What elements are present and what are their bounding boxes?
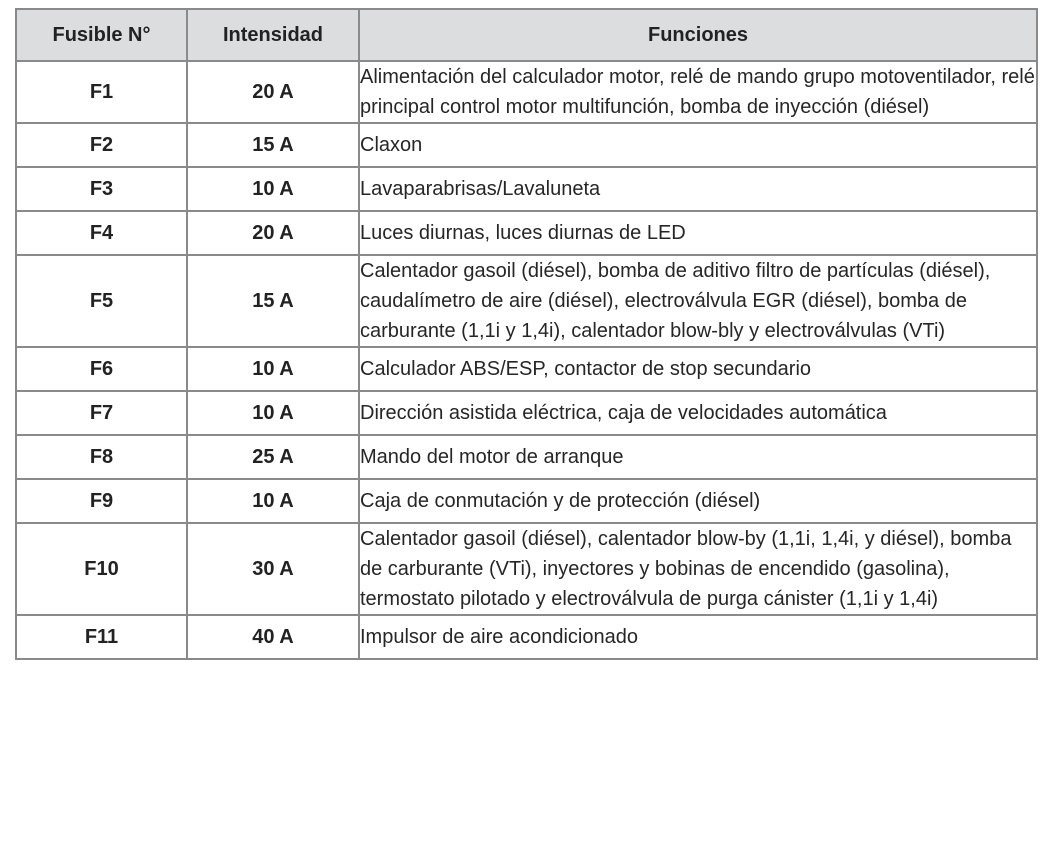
fuse-amps: 15 A (187, 123, 359, 167)
table-row (16, 255, 1037, 347)
fuse-amps: 10 A (187, 391, 359, 435)
fuse-functions: Claxon (359, 123, 1037, 167)
table-row (16, 347, 1037, 391)
fuse-functions: Impulsor de aire acondicionado (359, 615, 1037, 659)
table-row (16, 523, 1037, 615)
fuse-amps: 25 A (187, 435, 359, 479)
table-row (16, 211, 1037, 255)
fuse-amps: 10 A (187, 347, 359, 391)
fuse-functions: Calentador gasoil (diésel), calentador blow-by (1,1i, 1,4i, y diésel), bomba de carburante (VTi), inyectores y bobinas de encendido (gasolina), termostato pilotado y electroválvula de purga cánister (1,1i y 1,4i) (359, 523, 1037, 615)
table-row (16, 391, 1037, 435)
fuse-number: F8 (16, 435, 187, 479)
header-functions: Funciones (359, 9, 1037, 61)
fuse-number: F10 (16, 523, 187, 615)
table-row (16, 123, 1037, 167)
fuse-amps: 20 A (187, 61, 359, 123)
fuse-number: F6 (16, 347, 187, 391)
fuse-functions: Calentador gasoil (diésel), bomba de aditivo filtro de partículas (diésel), caudalímetro de aire (diésel), electroválvula EGR (diésel), bomba de carburante (1,1i y 1,4i), calentador blow-bly y electroválvulas (VTi) (359, 255, 1037, 347)
fuse-number: F1 (16, 61, 187, 123)
fuse-functions: Luces diurnas, luces diurnas de LED (359, 211, 1037, 255)
table-row (16, 435, 1037, 479)
fuse-functions: Calculador ABS/ESP, contactor de stop secundario (359, 347, 1037, 391)
fuse-number: F5 (16, 255, 187, 347)
table-row (16, 61, 1037, 123)
fuse-number: F7 (16, 391, 187, 435)
fuse-amps: 10 A (187, 479, 359, 523)
table-row (16, 167, 1037, 211)
table-row (16, 615, 1037, 659)
fuse-amps: 15 A (187, 255, 359, 347)
fuse-functions: Lavaparabrisas/Lavaluneta (359, 167, 1037, 211)
fuse-number: F4 (16, 211, 187, 255)
header-intensity: Intensidad (187, 9, 359, 61)
table-row (16, 479, 1037, 523)
fuse-functions: Mando del motor de arranque (359, 435, 1037, 479)
fuse-functions: Dirección asistida eléctrica, caja de velocidades automática (359, 391, 1037, 435)
fuse-functions: Caja de conmutación y de protección (diésel) (359, 479, 1037, 523)
fuse-number: F9 (16, 479, 187, 523)
fuse-number: F11 (16, 615, 187, 659)
fuse-amps: 30 A (187, 523, 359, 615)
fuse-amps: 40 A (187, 615, 359, 659)
header-fuse-number: Fusible N° (16, 9, 187, 61)
fuse-number: F3 (16, 167, 187, 211)
fuse-number: F2 (16, 123, 187, 167)
fuse-amps: 10 A (187, 167, 359, 211)
header-row (16, 9, 1037, 61)
fuse-functions: Alimentación del calculador motor, relé de mando grupo motoventilador, relé principal control motor multifunción, bomba de inyección (diésel) (359, 61, 1037, 123)
fuse-table (15, 8, 1038, 660)
fuse-amps: 20 A (187, 211, 359, 255)
